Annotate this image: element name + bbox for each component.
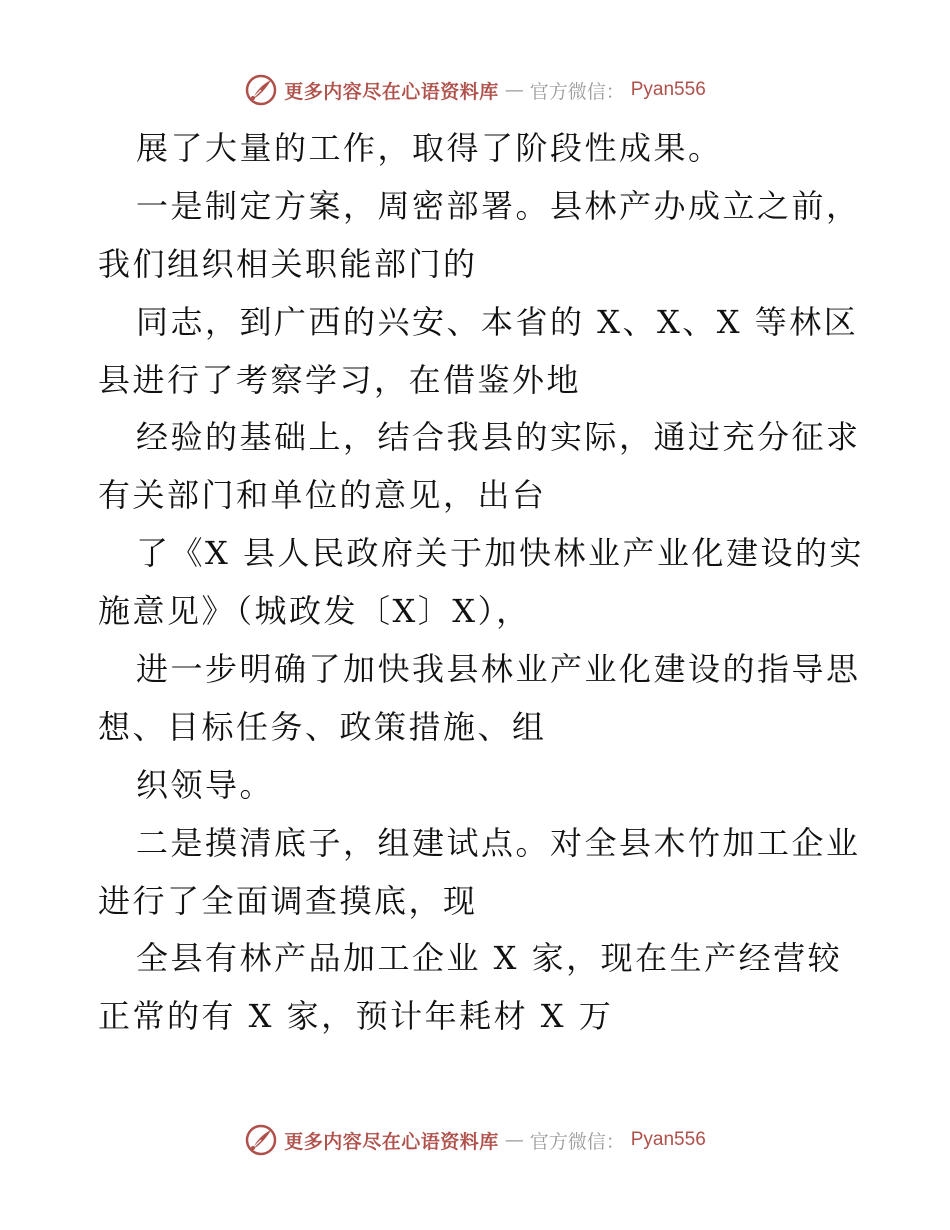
feather-pen-icon xyxy=(244,73,278,107)
document-line: 有关部门和单位的意见，出台 xyxy=(98,476,547,515)
document-line: 我们组织相关职能部门的 xyxy=(98,244,478,283)
watermark-wechat-id: Pyan556 xyxy=(630,1129,706,1150)
document-body xyxy=(98,120,868,1046)
feather-pen-icon xyxy=(244,1123,278,1157)
watermark-wechat-id: Pyan556 xyxy=(630,79,706,100)
document-line: 进一步明确了加快我县林业产业化建设的指导思 xyxy=(136,650,861,689)
document-line: 展了大量的工作，取得了阶段性成果。 xyxy=(136,129,723,167)
document-line: 正常的有 X 家，预计年耗材 X 万 xyxy=(98,997,614,1036)
document-line: 全县有林产品加工企业 X 家，现在生产经营较 xyxy=(136,939,843,978)
document-line: 了《X 县人民政府关于加快林业产业化建设的实 xyxy=(136,534,864,573)
watermark-footer xyxy=(0,1120,950,1160)
document-line: 经验的基础上，结合我县的实际，通过充分征求 xyxy=(136,418,861,457)
document-line: 进行了全面调查摸底，现 xyxy=(98,881,478,920)
document-line: 一是制定方案，周密部署。县林产办成立之前， xyxy=(136,186,861,225)
document-line: 施意见》（城政发〔X〕X）， xyxy=(98,592,531,631)
document-line: 织领导。 xyxy=(136,765,275,804)
watermark-brand-text: 更多内容尽在心语资料库 xyxy=(284,80,499,103)
document-line: 同志，到广西的兴安、本省的 X、X、X 等林区 xyxy=(136,302,859,341)
document-line: 想、目标任务、政策措施、组 xyxy=(98,707,547,746)
watermark-brand-text: 更多内容尽在心语资料库 xyxy=(284,1130,499,1153)
watermark-header xyxy=(0,70,950,110)
document-line: 二是摸清底子，组建试点。对全县木竹加工企业 xyxy=(136,823,861,862)
watermark-wechat-label: 官方微信： xyxy=(529,1130,625,1153)
watermark-wechat-label: 官方微信： xyxy=(529,80,625,103)
watermark-separator: — xyxy=(504,79,524,101)
document-line: 县进行了考察学习，在借鉴外地 xyxy=(98,360,582,399)
watermark-separator: — xyxy=(504,1129,524,1151)
